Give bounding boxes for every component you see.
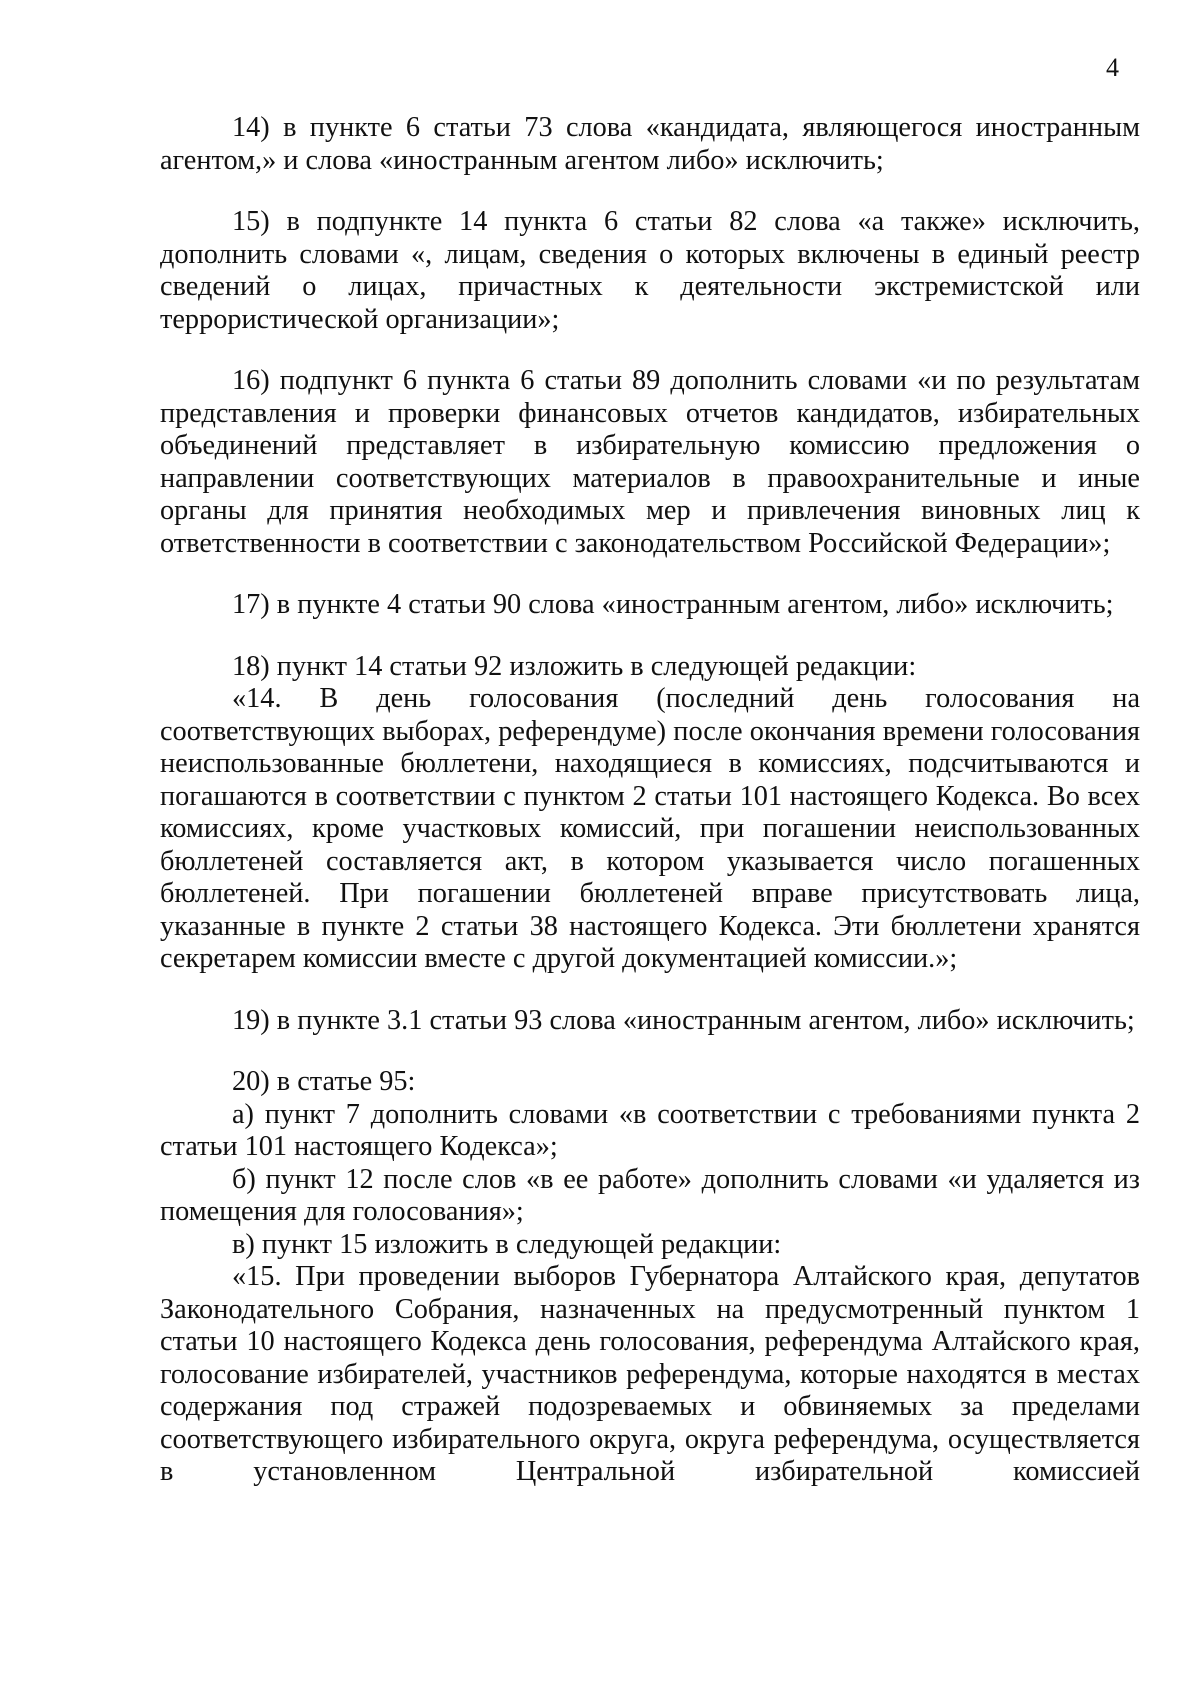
quoted-paragraph: «15. При проведении выборов Губернатора Алтайского края, депутатов Законодательного Собрания, назначенных на предусмотренный пунктом 1 статьи 10 настоящего Кодекса день голосования, референдума Алтайского края, голосование избирателей, участников референдума, которые находятся в местах содержания под стражей подозреваемых и обвиняемых за пределами соответствующего избирательного округа, округа референдума, осуществляется в установленном Центральной избирательной комиссией	[160, 1261, 1140, 1487]
paragraph: 19) в пункте 3.1 статьи 93 слова «иностранным агентом, либо» исключить;	[232, 1004, 1135, 1036]
quoted-paragraph: «14. В день голосования (последний день голосования на соответствующих выборах, референдуме) после окончания времени голосования неиспользованные бюллетени, находящиеся в комиссиях, подсчитываются и погашаются в соответствии с пунктом 2 статьи 101 настоящего Кодекса. Во всех комиссиях, кроме участковых комиссий, при погашении неиспользованных бюллетеней составляется акт, в котором указывается число погашенных бюллетеней. При погашении бюллетеней вправе присутствовать лица, указанные в пункте 2 статьи 38 настоящего Кодекса. Эти бюллетени хранятся секретарем комиссии вместе с другой документацией комиссии.»;	[160, 683, 1140, 974]
paragraph: 18) пункт 14 статьи 92 изложить в следующей редакции:	[232, 650, 917, 682]
list-item-18	[160, 651, 1140, 976]
paragraph: 14) в пункте 6 статьи 73 слова «кандидата, являющегося иностранным агентом,» и слова «иностранным агентом либо» исключить;	[160, 112, 1140, 176]
list-item-15	[160, 206, 1140, 336]
subitem-a: а) пункт 7 дополнить словами «в соответствии с требованиями пункта 2 статьи 101 настоящего Кодекса»;	[160, 1098, 1140, 1162]
list-item-14	[160, 112, 1140, 177]
list-item-20	[160, 1066, 1140, 1489]
subitem-c: в) пункт 15 изложить в следующей редакции:	[232, 1228, 782, 1260]
list-item-19	[160, 1005, 1140, 1038]
paragraph: 17) в пункте 4 статьи 90 слова «иностранным агентом, либо» исключить;	[232, 589, 1114, 620]
page-number: 4	[1106, 53, 1119, 82]
paragraph: 15) в подпункте 14 пункта 6 статьи 82 слова «а также» исключить, дополнить словами «, лицам, сведения о которых включены в единый реестр сведений о лицах, причастных к деятельности экстремистской или террористической организации»;	[160, 206, 1140, 335]
list-item-17	[160, 589, 1140, 622]
document-body	[160, 112, 1140, 1489]
paragraph: 16) подпункт 6 пункта 6 статьи 89 дополнить словами «и по результатам представления и проверки финансовых отчетов кандидатов, избирательных объединений представляет в избирательную комиссию предложения о направлении соответствующих материалов в правоохранительные и иные органы для принятия необходимых мер и привлечения виновных лиц к ответственности в соответствии с законодательством Российской Федерации»;	[160, 365, 1140, 559]
subitem-b: б) пункт 12 после слов «в ее работе» дополнить словами «и удаляется из помещения для голосования»;	[160, 1163, 1140, 1227]
paragraph: 20) в статье 95:	[232, 1066, 416, 1097]
list-item-16	[160, 365, 1140, 560]
